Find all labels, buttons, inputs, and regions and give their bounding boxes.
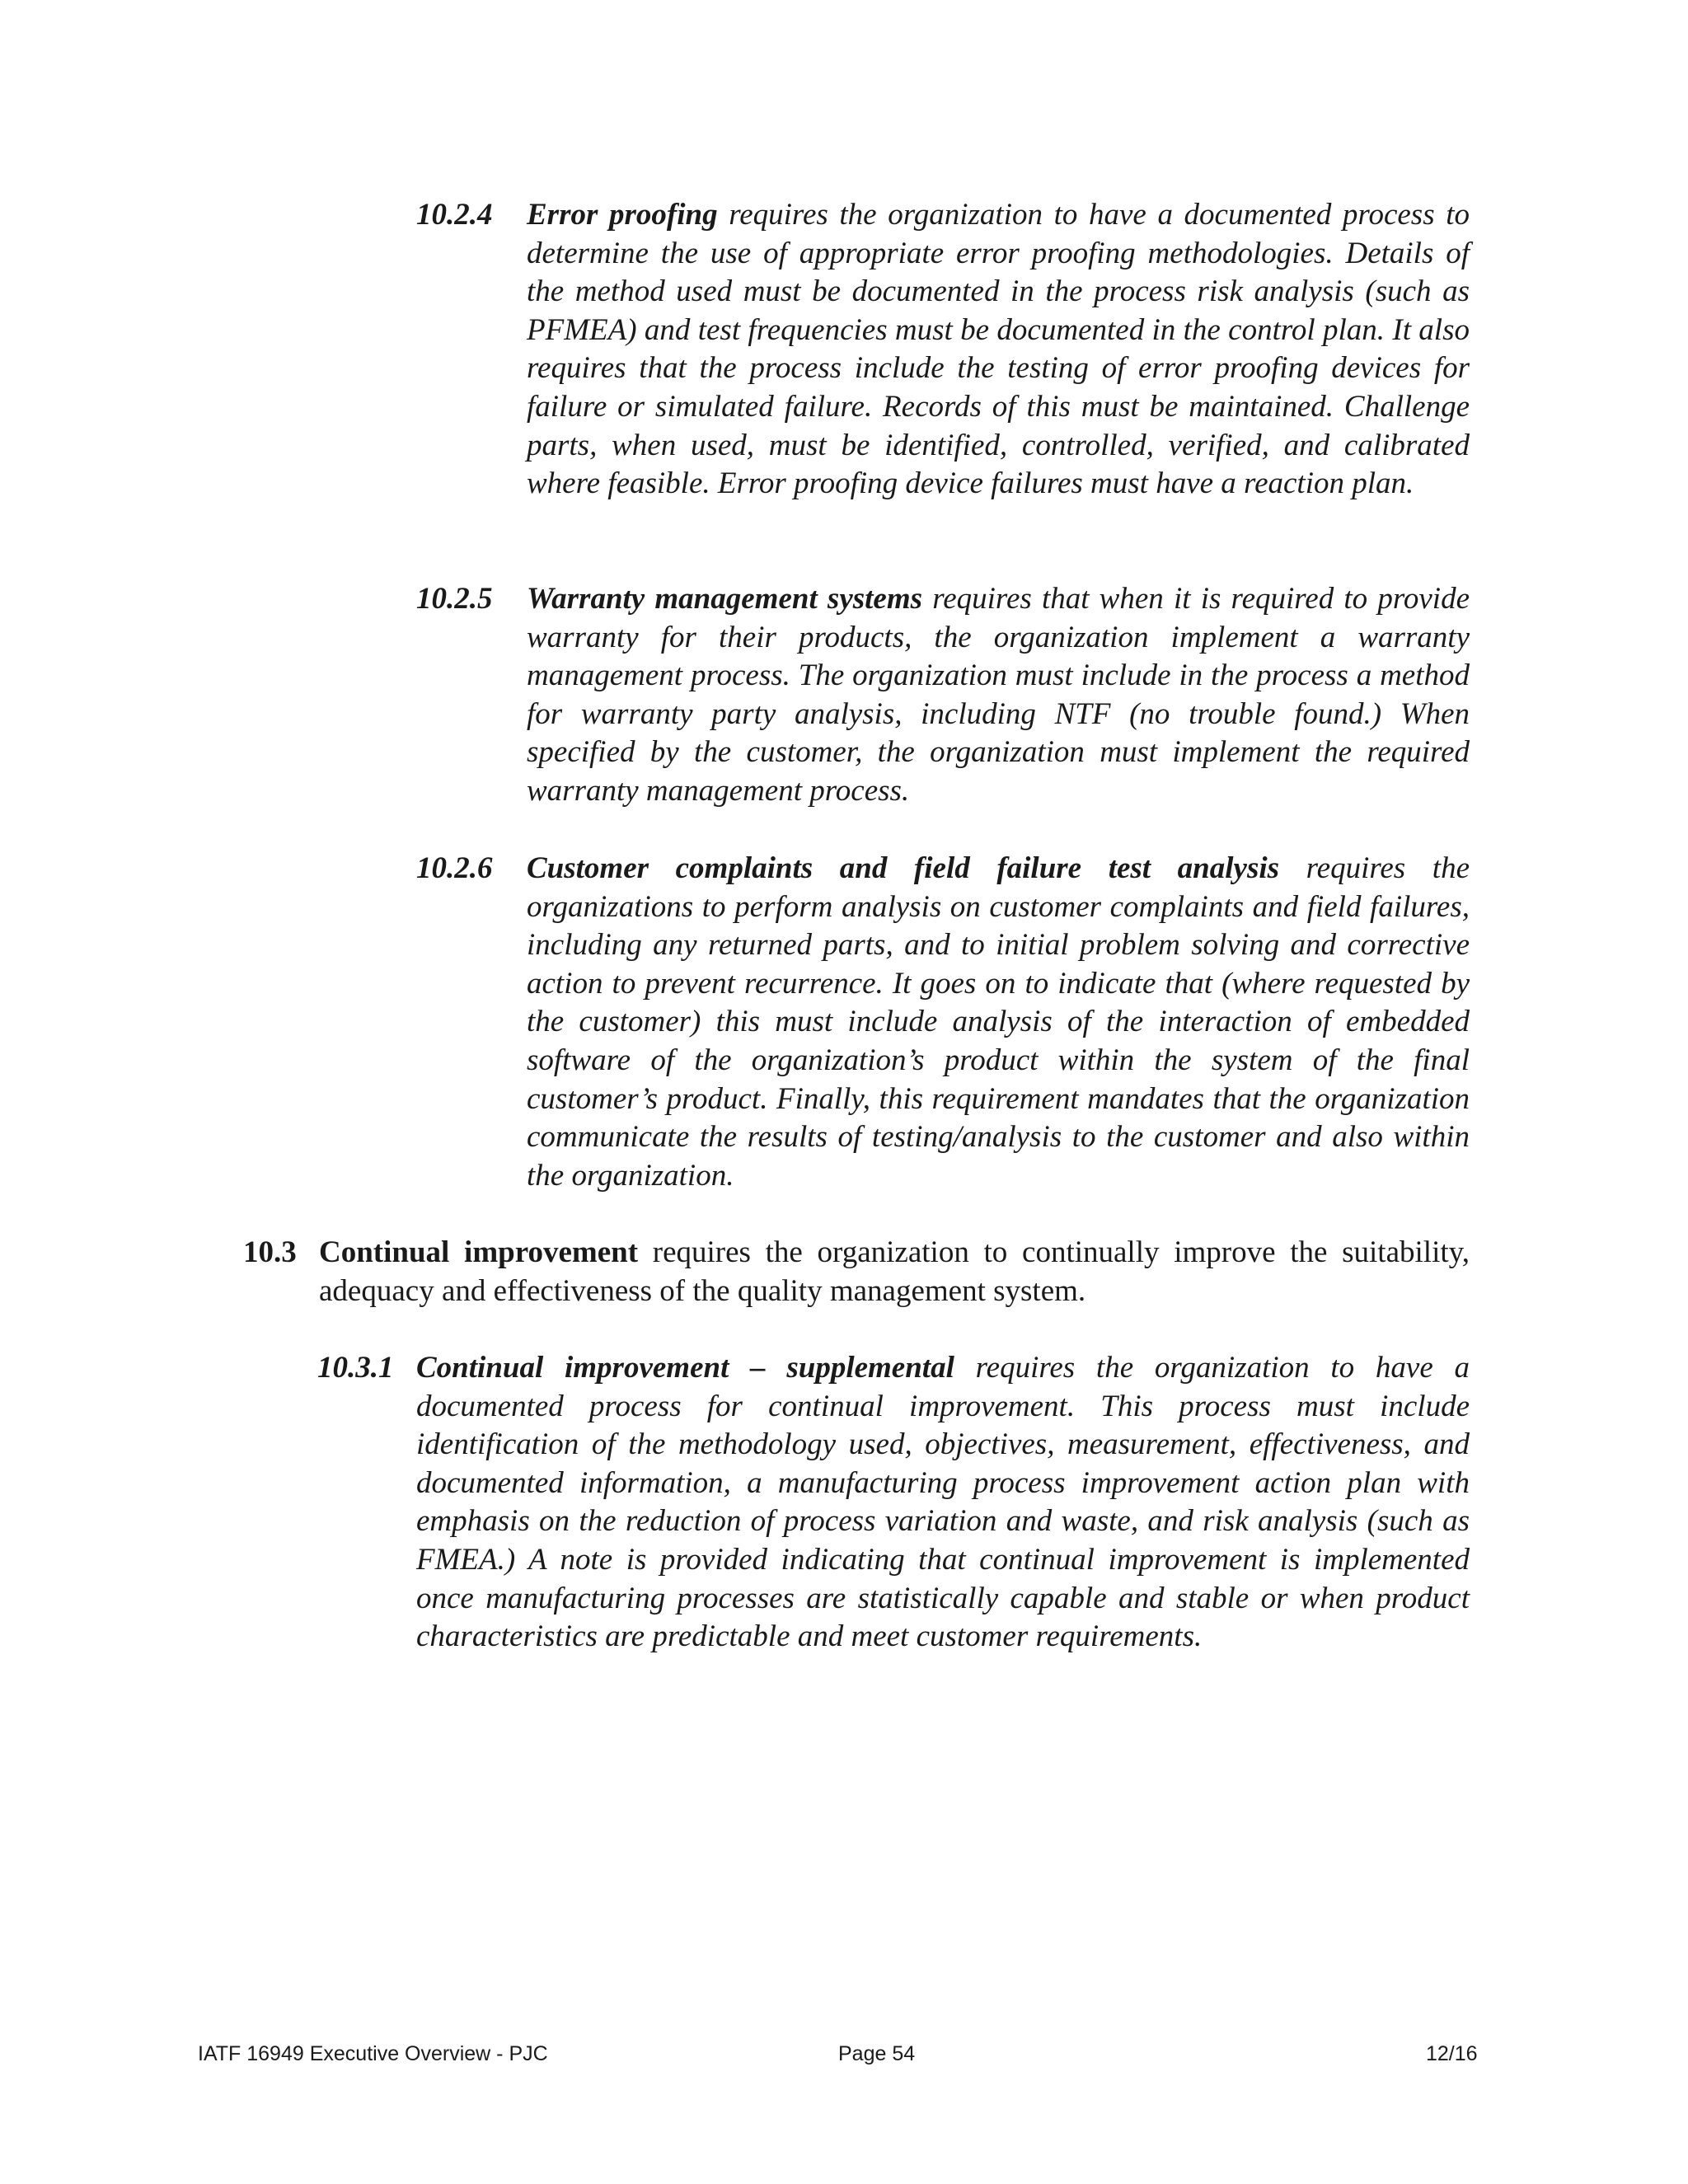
section-title: Error proofing [527, 198, 718, 232]
section-text [527, 196, 1470, 504]
footer-document-title: IATF 16949 Executive Overview - PJC [198, 2042, 548, 2065]
section-body: requires the organization to continually improve the suitability, adequacy and effectiveness of the quality management system. [319, 1235, 1470, 1308]
footer-page-number: Page 54 [838, 2042, 916, 2065]
section-body: requires the organization to have a documented process for continual improvement. This process must include identification of the methodology used, objectives, measurement, effectiveness, and documented information, a manufacturing process improvement action plan with emphasis on the reduction of process variation and waste, and risk analysis (such as FMEA.) A note is provided indicating that continual improvement is implemented once manufacturing processes are statistically capable and stable or when product characteristics are predictable and meet customer requirements. [416, 1351, 1470, 1654]
section-10-3-1 [317, 1349, 1470, 1657]
section-number: 10.2.5 [416, 582, 493, 616]
section-text [527, 580, 1470, 811]
section-title: Continual improvement [319, 1235, 639, 1269]
section-text [416, 1349, 1470, 1657]
footer-date: 12/16 [1426, 2042, 1478, 2065]
section-body: requires the organizations to perform analysis on customer complaints and field failures, including any returned parts, and to initial problem solving and corrective action to prevent recurrence. It goes on to indicate that (where requested by the customer) this must include analysis of the interaction of embedded software of the organization’s product within the system of the final customer’s product. Finally, this requirement mandates that the organization communicate the results of testing/analysis to the customer and also within the organization. [527, 851, 1470, 1193]
section-body: requires the organization to have a documented process to determine the use of appropriate error proofing methodologies. Details of the method used must be documented in the process risk analysis (such as PFMEA) and test frequencies must be documented in the control plan. It also requires that the process include the testing of error proofing devices for failure or simulated failure. Records of this must be maintained. Challenge parts, when used, must be identified, controlled, verified, and calibrated where feasible. Error proofing device failures must have a reaction plan. [527, 198, 1470, 501]
section-number: 10.3 [243, 1235, 297, 1269]
section-title: Warranty management systems [527, 582, 923, 616]
section-10-2-4 [416, 196, 1470, 504]
section-number: 10.3.1 [317, 1351, 394, 1385]
section-text [527, 850, 1470, 1195]
section-number: 10.2.4 [416, 198, 493, 232]
section-number: 10.2.6 [416, 851, 493, 885]
section-text [319, 1234, 1470, 1310]
section-10-3 [243, 1234, 1470, 1310]
section-title: Continual improvement – supplemental [416, 1351, 954, 1385]
section-body: requires that when it is required to provide warranty for their products, the organization implement a warranty management process. The organization must include in the process a method for warranty party analysis, including NTF (no trouble found.) When specified by the customer, the organization must implement the required warranty management process. [527, 582, 1470, 808]
section-10-2-5 [416, 580, 1470, 811]
section-10-2-6 [416, 850, 1470, 1195]
section-title: Customer complaints and field failure test analysis [527, 851, 1280, 885]
